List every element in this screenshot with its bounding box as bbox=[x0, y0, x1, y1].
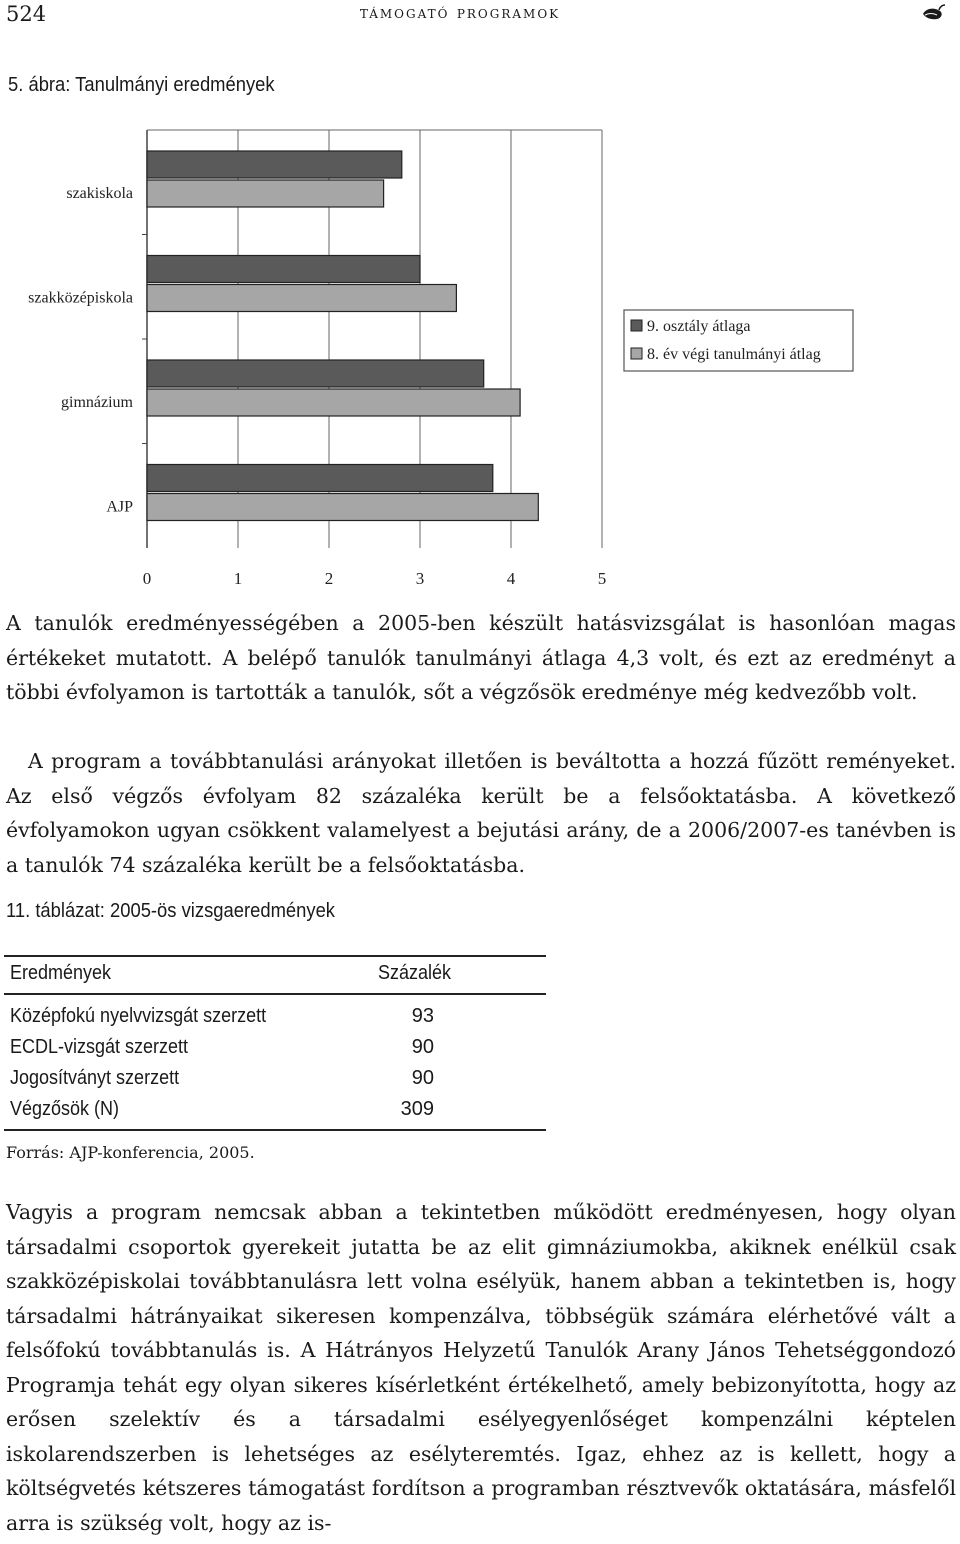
bar bbox=[147, 494, 538, 521]
row-value: 90 bbox=[411, 1067, 434, 1089]
category-label: szakiskola bbox=[66, 185, 133, 202]
running-title bbox=[0, 3, 960, 23]
bar bbox=[147, 256, 420, 283]
row-label: Jogosítványt szerzett bbox=[10, 1067, 180, 1089]
table-row bbox=[4, 1067, 546, 1098]
row-label: Középfokú nyelvvizsgát szerzett bbox=[10, 1005, 267, 1027]
header-results: Eredmények bbox=[10, 962, 112, 984]
legend-swatch bbox=[631, 320, 642, 331]
header-percent: Százalék bbox=[378, 962, 452, 984]
x-tick-label: 1 bbox=[233, 569, 243, 588]
bar bbox=[147, 360, 484, 387]
page-header bbox=[0, 0, 960, 30]
chart-legend bbox=[624, 310, 853, 371]
paragraph-3-block bbox=[6, 1195, 956, 1540]
bar bbox=[147, 389, 520, 416]
figure-title: 5. ábra: Tanulmányi eredmények bbox=[8, 74, 275, 96]
running-title-text: támogató programok bbox=[359, 3, 561, 23]
x-tick-label: 3 bbox=[415, 569, 425, 588]
table-row bbox=[4, 1005, 546, 1036]
paragraph-2-block bbox=[6, 744, 956, 882]
row-value: 90 bbox=[411, 1036, 434, 1058]
category-label: szakközépiskola bbox=[28, 289, 133, 307]
category-label: AJP bbox=[106, 498, 133, 516]
table-row bbox=[4, 1098, 546, 1129]
chart-bars bbox=[147, 151, 538, 521]
bar bbox=[147, 151, 402, 178]
category-label: gimnázium bbox=[61, 394, 133, 411]
table-source: Forrás: AJP-konferencia, 2005. bbox=[6, 1143, 255, 1162]
x-tick-label: 0 bbox=[142, 569, 152, 588]
row-label: Végzősök (N) bbox=[10, 1098, 120, 1120]
legend-swatch bbox=[631, 348, 642, 359]
x-tick-label: 2 bbox=[324, 569, 334, 588]
table-row bbox=[4, 1036, 546, 1067]
row-label: ECDL-vizsgát szerzett bbox=[10, 1036, 189, 1058]
page-number: 524 bbox=[6, 2, 47, 26]
table-title: 11. táblázat: 2005-ös vizsgaeredmények bbox=[6, 900, 336, 922]
results-table bbox=[4, 955, 546, 1131]
table-header-row bbox=[4, 957, 546, 993]
legend-label: 8. év végi tanulmányi átlag bbox=[647, 346, 821, 363]
x-tick-label: 5 bbox=[597, 569, 607, 588]
row-value: 93 bbox=[411, 1005, 434, 1027]
x-tick-label: 4 bbox=[506, 569, 516, 588]
bar bbox=[147, 465, 493, 492]
paragraph-3: Vagyis a program nemcsak abban a tekintetben működött eredményesen, hogy olyan társadalmi csoportok gyerekeit jutatta be az elit gimnáziumokba, akiknek enélkül csak szakközépiskolai továbbtanulásra lett volna esélyük, hanem abban a tekintetben is, hogy társadalmi hátrányaikat sikeresen kompenzálva, többségük számára elérhetővé vált a felsőfokú továbbtanulás is. A Hátrányos Helyzetű Tanulók Arany János Tehetséggondozó Programja tehát egy olyan sikeres kísérletként értékelhető, amely bebizonyította, hogy az erősen szelektív és a társadalmi esélyegyenlőséget kompenzálni képtelen iskolarendszerben is lehetséges az esélyteremtés. Igaz, ehhez az is kellett, hogy a költségvetés kétszeres támogatást fordítson a programban résztvevők oktatására, másfelől arra is szükség volt, hogy az is- bbox=[6, 1200, 956, 1535]
row-value: 309 bbox=[400, 1098, 434, 1120]
paragraph-1-block bbox=[6, 606, 956, 710]
legend-label: 9. osztály átlaga bbox=[647, 318, 751, 335]
pepper-ornament-icon bbox=[920, 2, 946, 24]
bar bbox=[147, 180, 384, 207]
paragraph-2: A program a továbbtanulási arányokat illetően is beváltotta a hozzá fűzött reményeket. Az első végzős évfolyam 82 százaléka került be a felsőoktatásba. A következő évfolyamokon ugyan csökkent valamelyest a bejutási arány, de a 2006/2007-es tanévben is a tanulók 74 százaléka került be a felsőoktatásba. bbox=[6, 749, 956, 877]
bar-chart bbox=[0, 120, 960, 595]
bar bbox=[147, 285, 456, 312]
table-bottom-rule bbox=[4, 1129, 546, 1131]
paragraph-1: A tanulók eredményességében a 2005-ben készült hatásvizsgálat is hasonlóan magas értékeket mutatott. A belépő tanulók tanulmányi átlaga 4,3 volt, és ezt az eredményt a többi évfolyamon is tartották a tanulók, sőt a végzősök eredménye még kedvezőbb volt. bbox=[6, 611, 956, 704]
